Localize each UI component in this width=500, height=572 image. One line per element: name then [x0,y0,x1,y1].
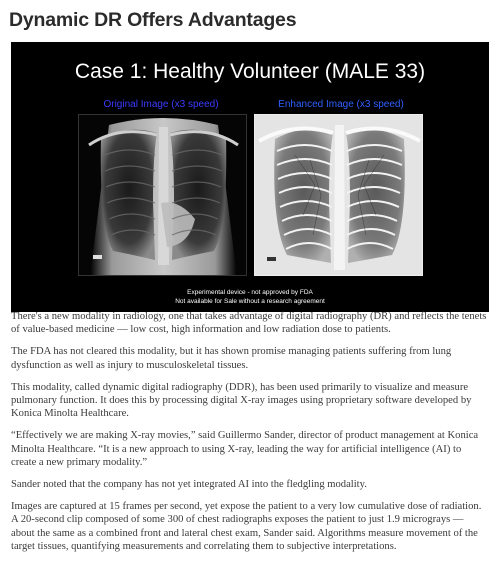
original-image-label: Original Image (x3 speed) [103,99,219,110]
enhanced-xray-image [254,114,423,276]
fda-disclaimer [11,289,489,306]
original-xray-image [78,114,247,276]
case-title: Case 1: Healthy Volunteer (MALE 33) [74,60,426,83]
article-paragraph: The FDA has not cleared this modality, but it has shown promise managing patients suffering from lung dysfunction as well as injury to musculoskeletal tissues. [11,346,452,371]
chest-xray-figure [11,42,489,312]
enhanced-image-label: Enhanced Image (x3 speed) [278,99,404,110]
article-headline: Dynamic DR Offers Advantages [9,9,297,31]
article-body [11,310,489,562]
article-paragraph: Images are captured at 15 frames per second, yet expose the patient to a very low cumulative dose of radiation. A 20-second clip composed of some 300 of chest radiographs exposes the patient to just 1.9 micrograys — about the same as a combined front and lateral chest exam, Sander said. Algorithms measure movement of the target tissues, quantifying measurements and correlating them to subjective interpretations. [11,501,482,552]
disclaimer-line-1: Experimental device - not approved by FDA [187,289,313,296]
article-paragraph: There's a new modality in radiology, one that takes advantage of digital radiography (DR) and reflects the tenets of value-based medicine — low cost, high information and low radiation dose to patients. [11,311,487,336]
article-paragraph: “Effectively we are making X-ray movies,” said Guillermo Sander, director of product management at Konica Minolta Healthcare. “It is a new approach to using X-ray, leading the way for artificial intelligence (AI) to create a new primary modality.” [11,430,479,468]
article-paragraph: This modality, called dynamic digital radiography (DDR), has been used primarily to visualize and measure pulmonary function. It does this by processing digital X-ray images using proprietary software developed by Konica Minolta Healthcare. [11,381,472,420]
article-paragraph: Sander noted that the company has not yet integrated AI into the fledgling modality. [11,479,367,491]
disclaimer-line-2: Not available for Sale without a research agreement [175,297,325,305]
